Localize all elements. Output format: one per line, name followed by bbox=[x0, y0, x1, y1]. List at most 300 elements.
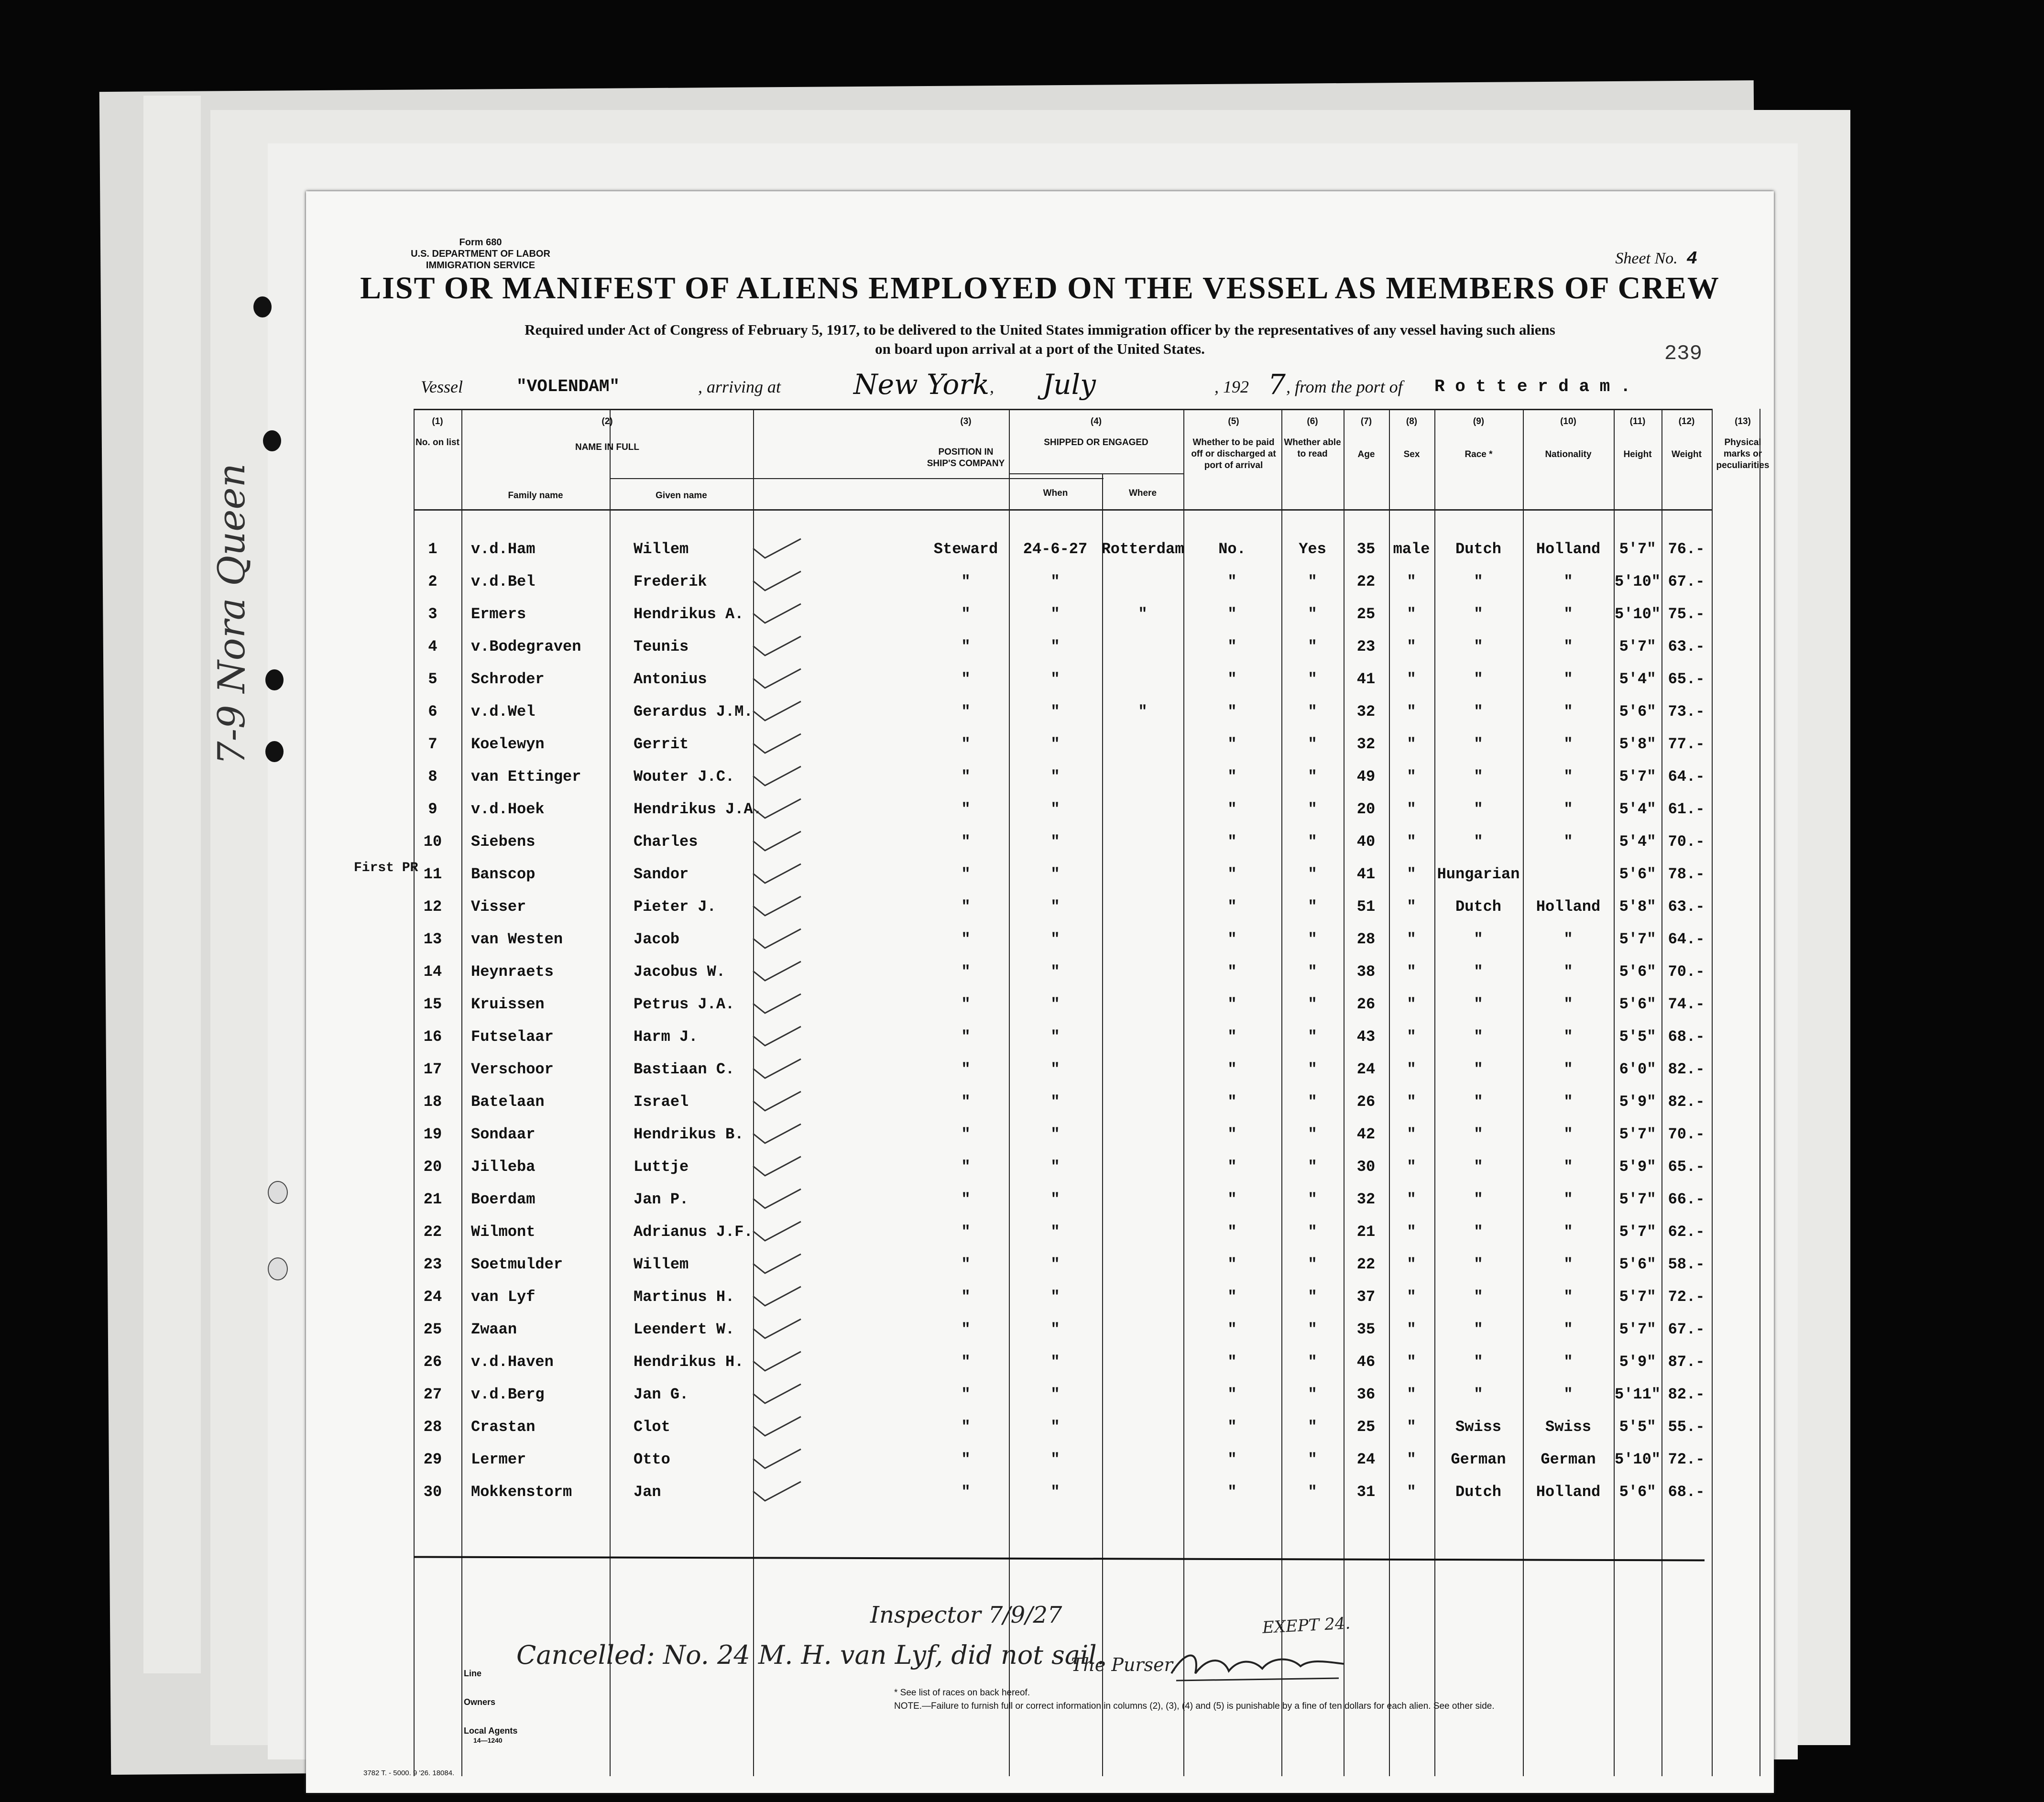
cell-weight: 75.- bbox=[1668, 605, 1705, 623]
cell-nat: " bbox=[1563, 1190, 1573, 1208]
cell-position: " bbox=[961, 963, 971, 981]
cell-race: " bbox=[1474, 573, 1483, 590]
cell-nat: " bbox=[1563, 1223, 1573, 1241]
table-row bbox=[306, 535, 1774, 568]
cell-age: 46 bbox=[1356, 1353, 1376, 1371]
cell-height: 5'6" bbox=[1619, 865, 1656, 883]
punch-hole bbox=[253, 296, 272, 317]
cell-given: Petrus J.A. bbox=[634, 995, 735, 1013]
sheet-value: 4 bbox=[1686, 249, 1697, 269]
cell-position: " bbox=[961, 1451, 971, 1468]
cell-no: 8 bbox=[428, 768, 437, 786]
cell-given: Bastiaan C. bbox=[634, 1060, 735, 1078]
cell-position: " bbox=[961, 898, 971, 916]
cell-nat: " bbox=[1563, 1028, 1573, 1046]
cell-height: 5'9" bbox=[1619, 1093, 1656, 1111]
col-nationality-header: (10) Nationality bbox=[1545, 416, 1592, 459]
from-label: , from the port of bbox=[1286, 377, 1403, 396]
cell-when: " bbox=[1050, 995, 1060, 1013]
cell-no: 14 bbox=[423, 963, 442, 981]
cell-when: " bbox=[1050, 1028, 1060, 1046]
cell-age: 21 bbox=[1356, 1223, 1376, 1241]
cell-nat: " bbox=[1563, 1256, 1573, 1273]
vessel-name: "VOLENDAM" bbox=[516, 377, 620, 396]
cell-race: Dutch bbox=[1455, 898, 1501, 916]
cell-when: " bbox=[1050, 800, 1060, 818]
cell-weight: 72.- bbox=[1668, 1288, 1705, 1306]
cell-given: Sandor bbox=[634, 865, 689, 883]
punch-hole bbox=[268, 1257, 288, 1280]
cell-sex: " bbox=[1407, 1093, 1416, 1111]
col-sex-header: (8) Sex bbox=[1403, 416, 1420, 459]
cell-no: 25 bbox=[423, 1321, 442, 1338]
cell-age: 28 bbox=[1356, 930, 1376, 948]
cell-paid: " bbox=[1227, 605, 1237, 623]
cell-height: 5'10" bbox=[1614, 573, 1661, 590]
arriving-label: , arriving at bbox=[698, 377, 781, 396]
cell-position: " bbox=[961, 1288, 971, 1306]
cell-given: Jacobus W. bbox=[634, 963, 726, 981]
cell-family: Heynraets bbox=[471, 963, 554, 981]
cell-age: 36 bbox=[1356, 1386, 1376, 1403]
cell-race: " bbox=[1474, 1321, 1483, 1338]
cell-race: " bbox=[1474, 1158, 1483, 1176]
cell-nat: " bbox=[1563, 703, 1573, 721]
cell-position: " bbox=[961, 1483, 971, 1501]
cell-age: 25 bbox=[1356, 1418, 1376, 1436]
col-name-header: (2) NAME IN FULL bbox=[575, 416, 640, 452]
cell-when: " bbox=[1050, 1190, 1060, 1208]
document-title: LIST OR MANIFEST OF ALIENS EMPLOYED ON THE VESSEL AS MEMBERS OF CREW bbox=[360, 271, 1720, 306]
cell-position: " bbox=[961, 703, 971, 721]
cell-race: " bbox=[1474, 670, 1483, 688]
cell-height: 5'4" bbox=[1619, 800, 1656, 818]
cell-age: 26 bbox=[1356, 1093, 1376, 1111]
cell-read: " bbox=[1308, 963, 1317, 981]
cell-when: " bbox=[1050, 1093, 1060, 1111]
footer-owners-label: Owners bbox=[464, 1697, 496, 1707]
cell-age: 38 bbox=[1356, 963, 1376, 981]
table-row bbox=[306, 1121, 1774, 1153]
cell-no: 6 bbox=[428, 703, 437, 721]
cell-where: " bbox=[1138, 703, 1148, 721]
cell-position: " bbox=[961, 1256, 971, 1273]
cell-race: " bbox=[1474, 703, 1483, 721]
cell-given: Gerardus J.M. bbox=[634, 703, 753, 721]
cell-sex: " bbox=[1407, 768, 1416, 786]
cell-position: " bbox=[961, 833, 971, 851]
cell-paid: " bbox=[1227, 1190, 1237, 1208]
cell-given: Charles bbox=[634, 833, 698, 851]
cell-position: " bbox=[961, 1321, 971, 1338]
cell-position: " bbox=[961, 1353, 971, 1371]
cell-position: " bbox=[961, 573, 971, 590]
cell-race: " bbox=[1474, 1060, 1483, 1078]
cell-when: " bbox=[1050, 1060, 1060, 1078]
check-mark bbox=[751, 829, 803, 853]
cell-age: 41 bbox=[1356, 670, 1376, 688]
col-race-header: (9) Race * bbox=[1465, 416, 1493, 459]
cell-height: 5'8" bbox=[1619, 735, 1656, 753]
cell-age: 32 bbox=[1356, 703, 1376, 721]
cell-read: " bbox=[1308, 995, 1317, 1013]
cell-sex: " bbox=[1407, 703, 1416, 721]
cell-paid: " bbox=[1227, 1256, 1237, 1273]
cell-race: " bbox=[1474, 735, 1483, 753]
cell-family: Wilmont bbox=[471, 1223, 536, 1241]
cell-family: Soetmulder bbox=[471, 1256, 563, 1273]
cell-read: " bbox=[1308, 930, 1317, 948]
cell-given: Hendrikus B. bbox=[634, 1125, 744, 1143]
cell-read: " bbox=[1308, 1483, 1317, 1501]
cell-sex: " bbox=[1407, 930, 1416, 948]
cell-weight: 74.- bbox=[1668, 995, 1705, 1013]
cell-read: " bbox=[1308, 1093, 1317, 1111]
table-row bbox=[306, 633, 1774, 666]
col-weight-header: (12) Weight bbox=[1672, 416, 1702, 459]
cell-when: " bbox=[1050, 1418, 1060, 1436]
purser-signature bbox=[1167, 1640, 1348, 1688]
table-row bbox=[306, 731, 1774, 763]
cell-nat: Holland bbox=[1536, 540, 1601, 558]
cell-when: " bbox=[1050, 1256, 1060, 1273]
col-no-header: (1) No. on list bbox=[415, 416, 459, 448]
table-row bbox=[306, 1316, 1774, 1348]
cell-weight: 66.- bbox=[1668, 1190, 1705, 1208]
cell-when: " bbox=[1050, 1125, 1060, 1143]
cell-nat: " bbox=[1563, 735, 1573, 753]
cell-given: Pieter J. bbox=[634, 898, 716, 916]
cell-age: 23 bbox=[1356, 638, 1376, 655]
cell-sex: " bbox=[1407, 735, 1416, 753]
cell-race: Dutch bbox=[1455, 540, 1501, 558]
cell-position: " bbox=[961, 865, 971, 883]
cell-age: 35 bbox=[1356, 540, 1376, 558]
table-row bbox=[306, 796, 1774, 828]
cell-given: Willem bbox=[634, 1256, 689, 1273]
cell-paid: " bbox=[1227, 735, 1237, 753]
cell-race: Dutch bbox=[1455, 1483, 1501, 1501]
shipped-where-header: Where bbox=[1128, 488, 1157, 498]
cell-when: " bbox=[1050, 1288, 1060, 1306]
cell-no: 16 bbox=[423, 1028, 442, 1046]
cell-sex: male bbox=[1393, 540, 1430, 558]
cell-when: " bbox=[1050, 865, 1060, 883]
cell-sex: " bbox=[1407, 1321, 1416, 1338]
cell-given: Hendrikus A. bbox=[634, 605, 744, 623]
cell-no: 20 bbox=[423, 1158, 442, 1176]
cell-weight: 68.- bbox=[1668, 1483, 1705, 1501]
cell-when: " bbox=[1050, 1451, 1060, 1468]
table-row bbox=[306, 926, 1774, 958]
cell-sex: " bbox=[1407, 865, 1416, 883]
check-mark bbox=[751, 927, 803, 950]
cell-when: " bbox=[1050, 1386, 1060, 1403]
cell-paid: " bbox=[1227, 1223, 1237, 1241]
cell-height: 5'7" bbox=[1619, 1190, 1656, 1208]
cell-where: " bbox=[1138, 605, 1148, 623]
cell-height: 5'6" bbox=[1619, 1483, 1656, 1501]
cell-family: v.d.Haven bbox=[471, 1353, 554, 1371]
check-mark bbox=[751, 569, 803, 593]
cell-weight: 70.- bbox=[1668, 833, 1705, 851]
cell-weight: 77.- bbox=[1668, 735, 1705, 753]
manifest-sheet bbox=[306, 191, 1774, 1793]
cell-given: Hendrikus H. bbox=[634, 1353, 744, 1371]
cell-weight: 72.- bbox=[1668, 1451, 1705, 1468]
cell-position: " bbox=[961, 638, 971, 655]
cell-race: " bbox=[1474, 1288, 1483, 1306]
col-height-header: (11) Height bbox=[1623, 416, 1652, 459]
punch-hole bbox=[268, 1181, 288, 1204]
cell-race: " bbox=[1474, 1353, 1483, 1371]
cell-position: " bbox=[961, 1386, 971, 1403]
cell-given: Jan G. bbox=[634, 1386, 689, 1403]
cell-height: 5'8" bbox=[1619, 898, 1656, 916]
cell-sex: " bbox=[1407, 1288, 1416, 1306]
cell-read: " bbox=[1308, 1288, 1317, 1306]
departure-port: R o t t e r d a m . bbox=[1434, 377, 1631, 396]
cell-read: " bbox=[1308, 833, 1317, 851]
table-row bbox=[306, 763, 1774, 796]
cell-family: Banscop bbox=[471, 865, 536, 883]
cell-given: Harm J. bbox=[634, 1028, 698, 1046]
cell-weight: 82.- bbox=[1668, 1093, 1705, 1111]
cell-no: 30 bbox=[423, 1483, 442, 1501]
cell-no: 15 bbox=[423, 995, 442, 1013]
margin-note: First PR bbox=[354, 861, 418, 875]
cell-when: " bbox=[1050, 735, 1060, 753]
cell-race: " bbox=[1474, 963, 1483, 981]
cell-no: 5 bbox=[428, 670, 437, 688]
cell-race: " bbox=[1474, 995, 1483, 1013]
cell-read: " bbox=[1308, 670, 1317, 688]
cell-read: " bbox=[1308, 800, 1317, 818]
family-name-header: Family name bbox=[508, 491, 563, 501]
cell-given: Willem bbox=[634, 540, 689, 558]
cell-age: 32 bbox=[1356, 735, 1376, 753]
cell-age: 24 bbox=[1356, 1451, 1376, 1468]
cell-weight: 64.- bbox=[1668, 930, 1705, 948]
cell-age: 22 bbox=[1356, 1256, 1376, 1273]
cell-position: " bbox=[961, 800, 971, 818]
cell-race: " bbox=[1474, 1125, 1483, 1143]
cell-when: " bbox=[1050, 573, 1060, 590]
cell-sex: " bbox=[1407, 1451, 1416, 1468]
cell-paid: " bbox=[1227, 1158, 1237, 1176]
cell-read: " bbox=[1308, 1190, 1317, 1208]
table-row bbox=[306, 1413, 1774, 1446]
footer-agents-number: 14—1240 bbox=[473, 1736, 503, 1744]
cell-when: " bbox=[1050, 1353, 1060, 1371]
cell-age: 30 bbox=[1356, 1158, 1376, 1176]
service-name: IMMIGRATION SERVICE bbox=[426, 260, 536, 271]
cell-height: 5'7" bbox=[1619, 1288, 1656, 1306]
cell-position: Steward bbox=[933, 540, 998, 558]
race-footnote: * See list of races on back hereof. bbox=[894, 1688, 1030, 1698]
check-mark bbox=[751, 699, 803, 723]
cell-when: " bbox=[1050, 670, 1060, 688]
cell-read: " bbox=[1308, 1060, 1317, 1078]
cell-sex: " bbox=[1407, 573, 1416, 590]
cell-read: " bbox=[1308, 638, 1317, 655]
binding-strip bbox=[143, 96, 201, 1673]
check-mark bbox=[751, 1089, 803, 1113]
cell-paid: " bbox=[1227, 1125, 1237, 1143]
cell-given: Frederik bbox=[634, 573, 707, 590]
table-row bbox=[306, 601, 1774, 633]
cell-family: van Lyf bbox=[471, 1288, 536, 1306]
cell-given: Teunis bbox=[634, 638, 689, 655]
cell-height: 5'11" bbox=[1614, 1386, 1661, 1403]
check-mark bbox=[751, 1024, 803, 1048]
cell-family: v.d.Hoek bbox=[471, 800, 545, 818]
cell-weight: 55.- bbox=[1668, 1418, 1705, 1436]
cell-nat: " bbox=[1563, 573, 1573, 590]
cell-no: 19 bbox=[423, 1125, 442, 1143]
cell-height: 5'5" bbox=[1619, 1418, 1656, 1436]
cell-family: Zwaan bbox=[471, 1321, 517, 1338]
table-row bbox=[306, 1348, 1774, 1381]
check-mark bbox=[751, 1219, 803, 1243]
cell-race: " bbox=[1474, 605, 1483, 623]
check-mark bbox=[751, 1252, 803, 1276]
cancellation-note: Cancelled: No. 24 M. H. van Lyf, did not sail. bbox=[516, 1640, 1105, 1670]
cell-height: 5'7" bbox=[1619, 930, 1656, 948]
given-name-header: Given name bbox=[656, 491, 707, 501]
cell-nat: " bbox=[1563, 1321, 1573, 1338]
cell-when: " bbox=[1050, 1158, 1060, 1176]
cell-weight: 82.- bbox=[1668, 1386, 1705, 1403]
table-row bbox=[306, 698, 1774, 731]
cell-family: Kruissen bbox=[471, 995, 545, 1013]
cell-family: Verschoor bbox=[471, 1060, 554, 1078]
cell-when: " bbox=[1050, 1483, 1060, 1501]
cell-when: " bbox=[1050, 963, 1060, 981]
cell-paid: " bbox=[1227, 1093, 1237, 1111]
cell-race: " bbox=[1474, 638, 1483, 655]
cell-weight: 68.- bbox=[1668, 1028, 1705, 1046]
col-age-header: (7) Age bbox=[1357, 416, 1375, 459]
cell-age: 35 bbox=[1356, 1321, 1376, 1338]
cell-given: Antonius bbox=[634, 670, 707, 688]
cell-given: Luttje bbox=[634, 1158, 689, 1176]
cell-paid: " bbox=[1227, 930, 1237, 948]
cell-nat: " bbox=[1563, 1158, 1573, 1176]
cell-read: " bbox=[1308, 703, 1317, 721]
cell-read: " bbox=[1308, 1028, 1317, 1046]
cell-read: " bbox=[1308, 1256, 1317, 1273]
cell-paid: " bbox=[1227, 865, 1237, 883]
cell-weight: 65.- bbox=[1668, 1158, 1705, 1176]
cell-weight: 62.- bbox=[1668, 1223, 1705, 1241]
cell-family: Jilleba bbox=[471, 1158, 536, 1176]
cell-nat: Holland bbox=[1536, 898, 1601, 916]
cell-no: 28 bbox=[423, 1418, 442, 1436]
check-mark bbox=[751, 992, 803, 1016]
cell-paid: " bbox=[1227, 1321, 1237, 1338]
punch-hole bbox=[265, 741, 284, 762]
cell-no: 11 bbox=[423, 865, 442, 883]
cell-read: " bbox=[1308, 1386, 1317, 1403]
cell-age: 42 bbox=[1356, 1125, 1376, 1143]
cell-sex: " bbox=[1407, 605, 1416, 623]
form-number: Form 680 bbox=[459, 237, 502, 248]
check-mark bbox=[751, 862, 803, 885]
cell-paid: " bbox=[1227, 1386, 1237, 1403]
check-mark bbox=[751, 732, 803, 755]
cell-height: 5'6" bbox=[1619, 703, 1656, 721]
cell-height: 5'7" bbox=[1619, 768, 1656, 786]
cell-sex: " bbox=[1407, 1125, 1416, 1143]
cell-paid: " bbox=[1227, 1028, 1237, 1046]
cell-family: v.d.Wel bbox=[471, 703, 536, 721]
cell-sex: " bbox=[1407, 1223, 1416, 1241]
cell-family: Ermers bbox=[471, 605, 526, 623]
cell-age: 41 bbox=[1356, 865, 1376, 883]
cell-given: Hendrikus J.A. bbox=[634, 800, 762, 818]
cell-no: 2 bbox=[428, 573, 437, 590]
cell-nat: Holland bbox=[1536, 1483, 1601, 1501]
cell-height: 5'4" bbox=[1619, 833, 1656, 851]
check-mark bbox=[751, 797, 803, 820]
cell-read: " bbox=[1308, 573, 1317, 590]
cell-no: 18 bbox=[423, 1093, 442, 1111]
check-mark bbox=[751, 601, 803, 625]
cell-age: 32 bbox=[1356, 1190, 1376, 1208]
table-row bbox=[306, 1478, 1774, 1511]
cell-family: van Westen bbox=[471, 930, 563, 948]
cell-age: 43 bbox=[1356, 1028, 1376, 1046]
exception-note: EXEPT 24. bbox=[1262, 1614, 1351, 1638]
cell-nat: " bbox=[1563, 1125, 1573, 1143]
requirement-line-1: Required under Act of Congress of February 5, 1917, to be delivered to the United States immigration officer by the representatives of any vessel having such aliens bbox=[525, 321, 1555, 338]
cell-where: Rotterdam bbox=[1101, 540, 1184, 558]
cell-family: Batelaan bbox=[471, 1093, 545, 1111]
check-mark bbox=[751, 1317, 803, 1341]
cell-family: Schroder bbox=[471, 670, 545, 688]
cell-age: 40 bbox=[1356, 833, 1376, 851]
cell-read: " bbox=[1308, 1451, 1317, 1468]
cell-race: " bbox=[1474, 1190, 1483, 1208]
cell-position: " bbox=[961, 605, 971, 623]
strike-through-line bbox=[414, 1556, 1705, 1561]
cell-nat: " bbox=[1563, 1093, 1573, 1111]
table-row bbox=[306, 1056, 1774, 1088]
cell-sex: " bbox=[1407, 1190, 1416, 1208]
cell-race: Hungarian bbox=[1437, 865, 1520, 883]
cell-sex: " bbox=[1407, 963, 1416, 981]
punch-hole bbox=[265, 669, 284, 690]
cell-height: 5'9" bbox=[1619, 1353, 1656, 1371]
cell-position: " bbox=[961, 1158, 971, 1176]
cell-read: Yes bbox=[1299, 540, 1326, 558]
cell-paid: " bbox=[1227, 898, 1237, 916]
cell-when: " bbox=[1050, 1321, 1060, 1338]
cell-paid: " bbox=[1227, 1451, 1237, 1468]
inspector-signature: Inspector 7/9/27 bbox=[870, 1602, 1062, 1628]
cell-paid: " bbox=[1227, 1353, 1237, 1371]
cell-sex: " bbox=[1407, 1060, 1416, 1078]
table-row bbox=[306, 1153, 1774, 1186]
cell-race: " bbox=[1474, 930, 1483, 948]
punch-hole bbox=[263, 430, 281, 451]
cell-read: " bbox=[1308, 1158, 1317, 1176]
cell-when: " bbox=[1050, 898, 1060, 916]
cell-family: v.d.Berg bbox=[471, 1386, 545, 1403]
cell-sex: " bbox=[1407, 1386, 1416, 1403]
cell-read: " bbox=[1308, 605, 1317, 623]
